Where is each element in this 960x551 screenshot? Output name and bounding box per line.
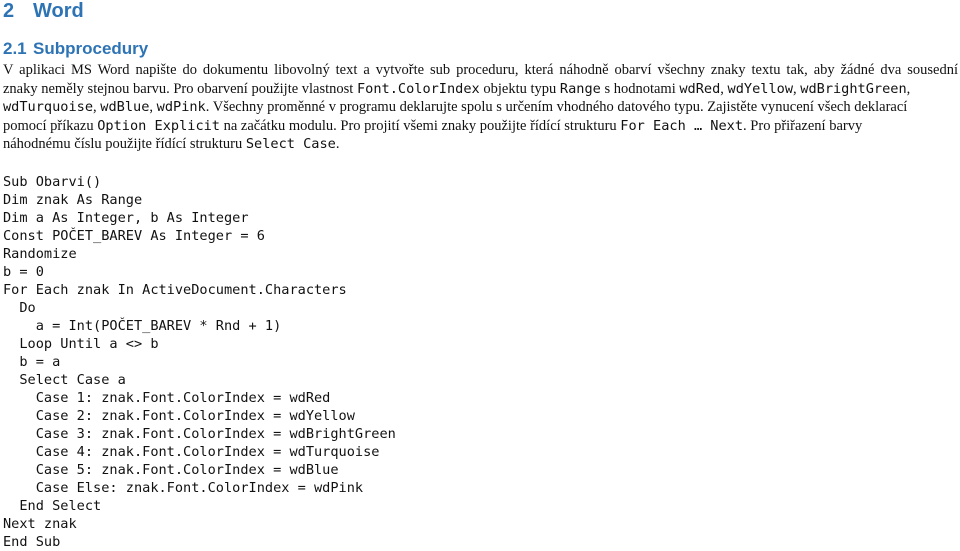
paragraph-text: , <box>93 99 101 116</box>
paragraph-text: , <box>720 80 728 97</box>
inline-code: Select Case <box>245 136 336 153</box>
paragraph-text: V aplikaci MS Word napište do dokumentu libovolný text a vytvořte sub proceduru, která náhodně obarví všechny znaky textu tak, aby žádné dva sousední <box>3 62 958 78</box>
code-line: Select Case a <box>3 371 126 388</box>
paragraph-text: , <box>906 80 911 97</box>
code-line: Next znak <box>3 515 77 532</box>
heading-2-title: Subprocedury <box>33 39 149 58</box>
assignment-paragraph <box>3 61 958 154</box>
paragraph-text: , <box>793 80 801 97</box>
code-listing <box>3 173 958 551</box>
paragraph-text: pomocí příkazu <box>3 117 98 134</box>
code-line: Case 2: znak.Font.ColorIndex = wdYellow <box>3 407 355 424</box>
heading-2 <box>3 39 958 59</box>
code-line: Case 4: znak.Font.ColorIndex = wdTurquoise <box>3 443 380 460</box>
paragraph-text: znaky neměly stejnou barvu. Pro obarvení použijte vlastnost <box>3 80 357 97</box>
heading-1-number: 2 <box>3 0 15 22</box>
code-line: Dim a As Integer, b As Integer <box>3 209 249 226</box>
paragraph-text: . Pro přiřazení barvy <box>743 117 863 134</box>
code-line: a = Int(POČET_BAREV * Rnd + 1) <box>3 317 282 334</box>
inline-code: wdTurquoise <box>3 99 94 116</box>
code-line: Loop Until a <> b <box>3 335 159 352</box>
inline-code: Range <box>559 80 601 97</box>
inline-code: wdRed <box>679 80 721 97</box>
paragraph-text: náhodnému číslu použijte řídící strukturu <box>3 136 246 153</box>
inline-code: For Each … Next <box>620 117 744 134</box>
paragraph-text: objektu typu <box>479 80 560 97</box>
paragraph-text: na začátku modulu. Pro projití všemi znaky použijte řídící strukturu <box>220 117 621 134</box>
code-line: For Each znak In ActiveDocument.Characters <box>3 281 347 298</box>
inline-code: wdBlue <box>100 99 150 116</box>
paragraph-text: . <box>335 136 340 153</box>
inline-code: Option Explicit <box>97 117 220 134</box>
code-line: b = a <box>3 353 61 370</box>
inline-code: wdBrightGreen <box>800 80 907 97</box>
code-line: Dim znak As Range <box>3 191 143 208</box>
code-line: Case 5: znak.Font.ColorIndex = wdBlue <box>3 461 339 478</box>
code-line: End Select <box>3 497 102 514</box>
paragraph-line <box>3 117 958 136</box>
heading-1 <box>3 0 958 22</box>
heading-2-number: 2.1 <box>3 39 27 58</box>
heading-1-title: Word <box>33 0 84 22</box>
code-line: Const POČET_BAREV As Integer = 6 <box>3 227 265 244</box>
code-line: Sub Obarvi() <box>3 173 102 190</box>
code-line: Case Else: znak.Font.ColorIndex = wdPink <box>3 479 364 496</box>
paragraph-line <box>3 135 958 154</box>
inline-code: wdPink <box>156 99 206 116</box>
paragraph-line <box>3 80 958 99</box>
paragraph-text: , <box>149 99 157 116</box>
inline-code: wdYellow <box>727 80 794 97</box>
paragraph-text: s hodnotami <box>600 80 680 97</box>
paragraph-line <box>3 98 958 117</box>
code-line: Case 1: znak.Font.ColorIndex = wdRed <box>3 389 331 406</box>
document-page <box>3 0 958 551</box>
code-line: Randomize <box>3 245 77 262</box>
code-line: Case 3: znak.Font.ColorIndex = wdBrightGreen <box>3 425 396 442</box>
paragraph-line <box>3 61 958 80</box>
code-line: Do <box>3 299 36 316</box>
code-line: End Sub <box>3 533 61 550</box>
code-line: b = 0 <box>3 263 44 280</box>
inline-code: Font.ColorIndex <box>356 80 480 97</box>
paragraph-text: . Všechny proměnné v programu deklarujte spolu s určením vhodného datového typu. Zajistěte vynucení všech deklarací <box>205 99 908 116</box>
